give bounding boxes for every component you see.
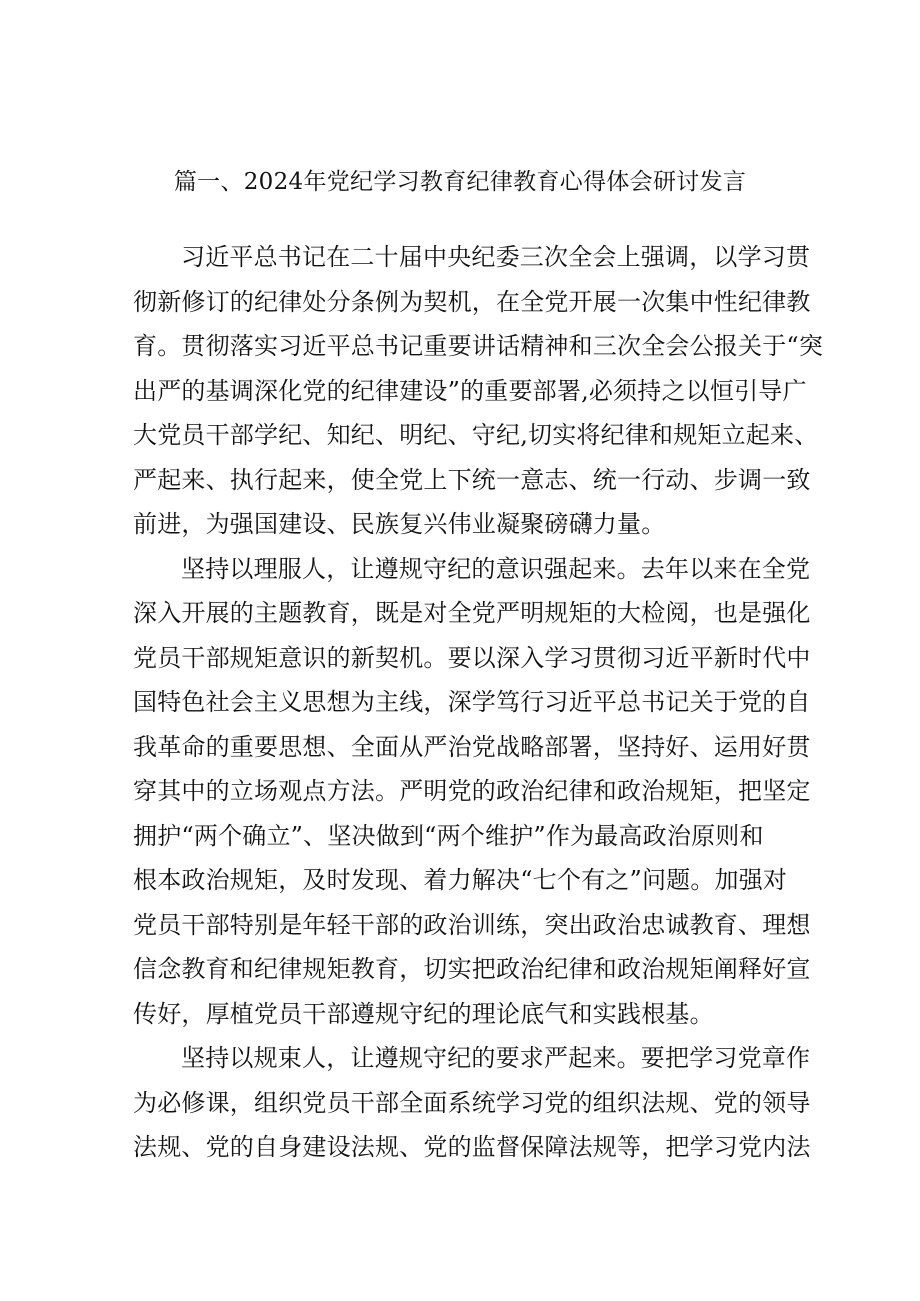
paragraph-line: 严起来、执行起来，使全党上下统一意志、统一行动、步调一致	[133, 465, 811, 494]
paragraph-line: 信念教育和纪律规矩教育，切实把政治纪律和政治规矩阐释好宣	[133, 955, 811, 983]
paragraph-line: 彻新修订的纪律处分条例为契机，在全党开展一次集中性纪律教	[133, 287, 811, 316]
paragraph-line: 党员干部特别是年轻干部的政治训练，突出政治忠诚教育、理想	[133, 910, 811, 939]
paragraph-line: 穿其中的立场观点方法。严明党的政治纪律和政治规矩，把坚定	[133, 777, 811, 805]
paragraph-line: 坚持以规束人，让遵规守纪的要求严起来。要把学习党章作	[181, 1044, 811, 1072]
paragraph-line: 前进，为强国建设、民族复兴伟业凝聚磅礴力量。	[133, 510, 666, 538]
paragraph-line: 育。贯彻落实习近平总书记重要讲话精神和三次全会公报关于“突	[133, 332, 824, 360]
paragraph-line: 出严的基调深化党的纪律建设”的重要部署,必须持之以恒引导广	[133, 376, 807, 405]
paragraph-line: 党员干部规矩意识的新契机。要以深入学习贯彻习近平新时代中	[133, 643, 811, 672]
paragraph-line: 法规、党的自身建设法规、党的监督保障法规等，把学习党内法	[133, 1133, 811, 1161]
paragraph-line: 坚持以理服人，让遵规守纪的意识强起来。去年以来在全党	[181, 554, 811, 583]
document-title: 篇一、2024年党纪学习教育纪律教育心得体会研讨发言	[173, 169, 747, 195]
paragraph-line: 我革命的重要思想、全面从严治党战略部署，坚持好、运用好贯	[133, 732, 811, 761]
paragraph-line: 拥护“两个确立”、坚决做到“两个维护”作为最高政治原则和	[133, 821, 764, 850]
paragraph-line: 大党员干部学纪、知纪、明纪、守纪,切实将纪律和规矩立起来、	[133, 421, 819, 449]
paragraph-line: 国特色社会主义思想为主线，深学笃行习近平总书记关于党的自	[133, 688, 811, 716]
paragraph-line: 根本政治规矩，及时发现、着力解决“七个有之”问题。加强对	[133, 866, 788, 894]
paragraph-line: 为必修课，组织党员干部全面系统学习党的组织法规、党的领导	[133, 1088, 811, 1117]
paragraph-line: 习近平总书记在二十届中央纪委三次全会上强调，以学习贯	[181, 243, 811, 271]
paragraph-line: 深入开展的主题教育，既是对全党严明规矩的大检阅，也是强化	[133, 599, 811, 627]
paragraph-line: 传好，厚植党员干部遵规守纪的理论底气和实践根基。	[133, 999, 714, 1028]
document-body	[133, 235, 824, 1170]
